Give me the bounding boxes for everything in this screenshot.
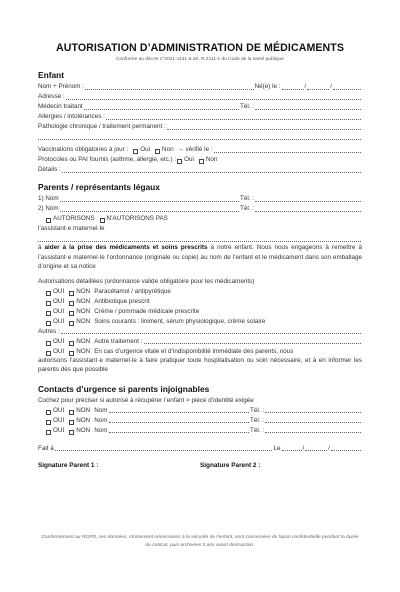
label-non: NON	[76, 406, 91, 414]
signature-row	[38, 462, 362, 469]
label-tel: Tél. :	[250, 406, 264, 414]
checkbox-auth-2-oui[interactable]	[46, 301, 51, 306]
label-auth-item: Crème / pommade médicale prescrite	[94, 307, 200, 315]
checkbox-protocoles-non[interactable]	[199, 159, 204, 164]
label-contacts-intro: Cochez pour préciser si autorisé à récupérer l’enfant > pièce d’identité exigée	[38, 396, 254, 404]
label-nom: Nom	[94, 426, 108, 434]
label-non: Non	[205, 156, 218, 163]
label-oui: OUI	[53, 337, 65, 345]
label-details: Détails :	[38, 166, 61, 173]
checkbox-contact-1-non[interactable]	[69, 410, 74, 415]
checkbox-autre-non[interactable]	[69, 341, 74, 346]
checkbox-auth-1-non[interactable]	[69, 291, 74, 296]
para-pre: à	[38, 244, 45, 251]
label-nom-prenom: Nom + Prénom :	[38, 83, 85, 90]
checkbox-auth-4-non[interactable]	[69, 321, 74, 326]
label-verifie: → vérifié le :	[177, 146, 213, 153]
row-parent2	[38, 203, 362, 213]
label-non: NON	[76, 426, 91, 434]
label-oui: OUI	[53, 426, 65, 434]
row-medecin	[38, 101, 362, 111]
row-vaccins	[38, 144, 362, 154]
row-pathologie	[38, 121, 362, 131]
label-tel: Tél. :	[240, 103, 254, 110]
row-auth-3	[38, 306, 362, 316]
field-sign-year[interactable]	[331, 444, 361, 451]
checkbox-auth-3-non[interactable]	[69, 311, 74, 316]
row-details	[38, 164, 362, 174]
label-ne-le: Né(e) le :	[254, 83, 281, 90]
row-protocoles	[38, 154, 362, 164]
date-sep: /	[302, 444, 305, 452]
field-parent1-tel[interactable]	[255, 195, 361, 202]
row-autorisations-title	[38, 276, 362, 286]
row-pathologie-cont	[38, 131, 362, 141]
label-parent2-nom: 2) Nom	[38, 205, 59, 212]
label-adresse: Adresse :	[38, 93, 65, 100]
row-urgence	[38, 346, 362, 356]
label-auth-item: Antibiotique prescrit	[94, 297, 150, 305]
field-nom-prenom[interactable]	[85, 83, 254, 90]
label-oui: Oui	[140, 146, 151, 153]
checkbox-autorisons[interactable]	[46, 218, 51, 223]
label-oui: OUI	[53, 287, 65, 295]
field-medecin[interactable]	[84, 103, 239, 110]
field-parent2-nom[interactable]	[60, 205, 239, 212]
date-sep: /	[304, 83, 307, 90]
label-non: NON	[76, 416, 91, 424]
label-oui: OUI	[53, 317, 65, 325]
checkbox-contact-2-non[interactable]	[69, 420, 74, 425]
row-assistante-line	[38, 233, 362, 243]
label-non: NON	[76, 347, 91, 355]
field-contact-2-nom[interactable]	[109, 416, 250, 423]
row-contacts-intro	[38, 395, 362, 405]
label-parent1-nom: 1) Nom	[38, 195, 59, 202]
date-sep: /	[330, 83, 332, 90]
row-contact-2	[38, 415, 362, 425]
document-subtitle: Conforme au décret n°2021-1131 & art. R.2111-1 du Code de la santé publique	[116, 57, 284, 62]
checkbox-contact-2-oui[interactable]	[46, 420, 51, 425]
checkbox-vaccins-oui[interactable]	[133, 149, 138, 154]
label-non: NON	[76, 337, 91, 345]
label-oui: Oui	[184, 156, 194, 163]
label-tel: Tél. :	[240, 195, 254, 202]
row-auth-4	[38, 316, 362, 326]
document-title: AUTORISATION D’ADMINISTRATION DE MÉDICAMENTS	[55, 42, 345, 54]
field-contact-1-nom[interactable]	[109, 406, 250, 413]
label-oui: OUI	[53, 347, 65, 355]
field-birth-year[interactable]	[333, 83, 361, 90]
row-assistante	[38, 223, 362, 233]
field-parent2-tel[interactable]	[255, 205, 361, 212]
field-contact-1-tel[interactable]	[265, 406, 361, 413]
row-contact-3	[38, 425, 362, 435]
field-autres[interactable]	[61, 327, 361, 334]
signature-parent2-label[interactable]: Signature Parent 2 :	[200, 461, 261, 469]
field-adresse[interactable]	[66, 93, 361, 100]
label-protocoles: Protocoles ou PAI fournis (asthme, allergie, etc.) :	[38, 156, 177, 163]
row-auth-1	[38, 286, 362, 296]
label-le: Le	[273, 444, 281, 452]
field-contact-3-tel[interactable]	[265, 426, 361, 433]
label-non: NON	[76, 307, 91, 315]
row-autres	[38, 326, 362, 336]
label-vaccins: Vaccinations obligatoires à jour :	[38, 146, 129, 153]
rgpd-footer: Conformément au RGPD, ces données, strictement nécessaires à la sécurité de l’enfant, sont conservées de façon confidentielle pendant la durée du contrat, puis archivées 5 ans avant destruction.	[41, 535, 359, 548]
label-tel: Tél. :	[250, 426, 264, 434]
field-pathologie-line2[interactable]	[38, 133, 361, 140]
label-medecin: Médecin traitant	[38, 103, 83, 110]
field-sign-day[interactable]	[282, 444, 302, 451]
date-sep: /	[328, 444, 330, 452]
row-fait-a	[38, 443, 362, 453]
paragraph-urgence: autorisons l’assistant·e maternel·le à faire pratiquer toute hospitalisation ou soin nécessaire, et à en informer les parents dès que possible	[38, 356, 362, 374]
checkbox-auth-1-oui[interactable]	[46, 291, 51, 296]
section-contacts-heading: Contacts d’urgence si parents injoignables	[38, 383, 210, 394]
label-oui: OUI	[53, 307, 65, 315]
field-verifie-date[interactable]	[214, 146, 361, 153]
label-autre-traitement: Autre traitement :	[94, 337, 143, 345]
row-parent1	[38, 193, 362, 203]
label-non: NON	[76, 317, 91, 325]
label-tel: Tél. :	[240, 205, 254, 212]
field-fait-a[interactable]	[55, 444, 273, 451]
field-details[interactable]	[62, 166, 361, 173]
section-enfant-heading: Enfant	[38, 70, 65, 80]
checkbox-protocoles-oui[interactable]	[177, 159, 182, 164]
label-oui: OUI	[53, 416, 65, 424]
label-autres: Autres :	[38, 327, 60, 335]
checkbox-auth-4-oui[interactable]	[46, 321, 51, 326]
checkbox-vaccins-non[interactable]	[155, 149, 160, 154]
label-pathologie: Pathologie chronique / traitement permanent :	[38, 123, 166, 130]
row-auth-autre	[38, 336, 362, 346]
label-tel: Tél. :	[250, 416, 264, 424]
field-birth-day[interactable]	[282, 83, 304, 90]
label-non: NON	[76, 297, 91, 305]
label-nom: Nom	[94, 416, 108, 424]
field-birth-month[interactable]	[304, 83, 329, 90]
label-auth-item: Soins courants : liniment, sérum physiologique, crème solaire	[94, 317, 266, 325]
row-auth-2	[38, 296, 362, 306]
checkbox-n-autorisons[interactable]	[100, 218, 105, 223]
field-allergies[interactable]	[106, 113, 361, 120]
row-adresse	[38, 91, 362, 101]
label-fait-a: Fait à	[38, 444, 54, 452]
label-oui: OUI	[53, 297, 65, 305]
signature-parent1-label[interactable]: Signature Parent 1 :	[38, 461, 99, 469]
label-autorisons: AUTORISONS	[53, 215, 95, 222]
para-post: à notre enfant. Nous nous engageons à remettre à l’assistant·e maternel·le l’ordonnance (originale ou copie) au nom de l’enfant et le médicament dans son emballage d’origine et sa notice	[38, 244, 362, 271]
label-n-autorisons: N’AUTORISONS PAS	[106, 215, 168, 222]
checkbox-contact-1-oui[interactable]	[46, 410, 51, 415]
checkbox-contact-3-oui[interactable]	[46, 430, 51, 435]
label-autorisations-title: Autorisations détaillées (ordonnance valide obligatoire pour les médicaments)	[38, 277, 255, 285]
field-contact-2-tel[interactable]	[265, 416, 361, 423]
section-parents-heading: Parents / représentants légaux	[38, 182, 160, 192]
para-bold: aider à la prise des médicaments et soins prescrits	[44, 244, 208, 251]
label-non: Non	[162, 146, 174, 153]
label-oui: OUI	[53, 406, 65, 414]
field-medecin-tel[interactable]	[255, 103, 361, 110]
field-parent1-nom[interactable]	[60, 195, 239, 202]
field-assistante-nom[interactable]	[38, 235, 361, 242]
field-pathologie[interactable]	[167, 123, 361, 130]
row-contact-1	[38, 405, 362, 415]
label-assistante: l’assistant·e maternel·le	[38, 225, 105, 232]
row-nom-prenom	[38, 81, 362, 91]
field-autre-traitement[interactable]	[144, 337, 362, 344]
checkbox-contact-3-non[interactable]	[69, 430, 74, 435]
checkbox-auth-3-oui[interactable]	[46, 311, 51, 316]
label-non: NON	[76, 287, 91, 295]
checkbox-autre-oui[interactable]	[46, 341, 51, 346]
label-urgence-intro: En cas d’urgence vitale et d’indisponibilité immédiate des parents, nous	[94, 347, 294, 355]
label-auth-item: Paracétamol / antipyrétique	[94, 287, 171, 295]
checkbox-auth-2-non[interactable]	[69, 301, 74, 306]
field-sign-month[interactable]	[302, 444, 327, 452]
label-allergies: Allergies / intolérances :	[38, 113, 105, 120]
field-contact-3-nom[interactable]	[109, 426, 250, 433]
label-nom: Nom	[94, 406, 108, 414]
paragraph-engagement	[38, 243, 362, 272]
row-autorisons	[38, 213, 362, 223]
row-allergies	[38, 111, 362, 121]
